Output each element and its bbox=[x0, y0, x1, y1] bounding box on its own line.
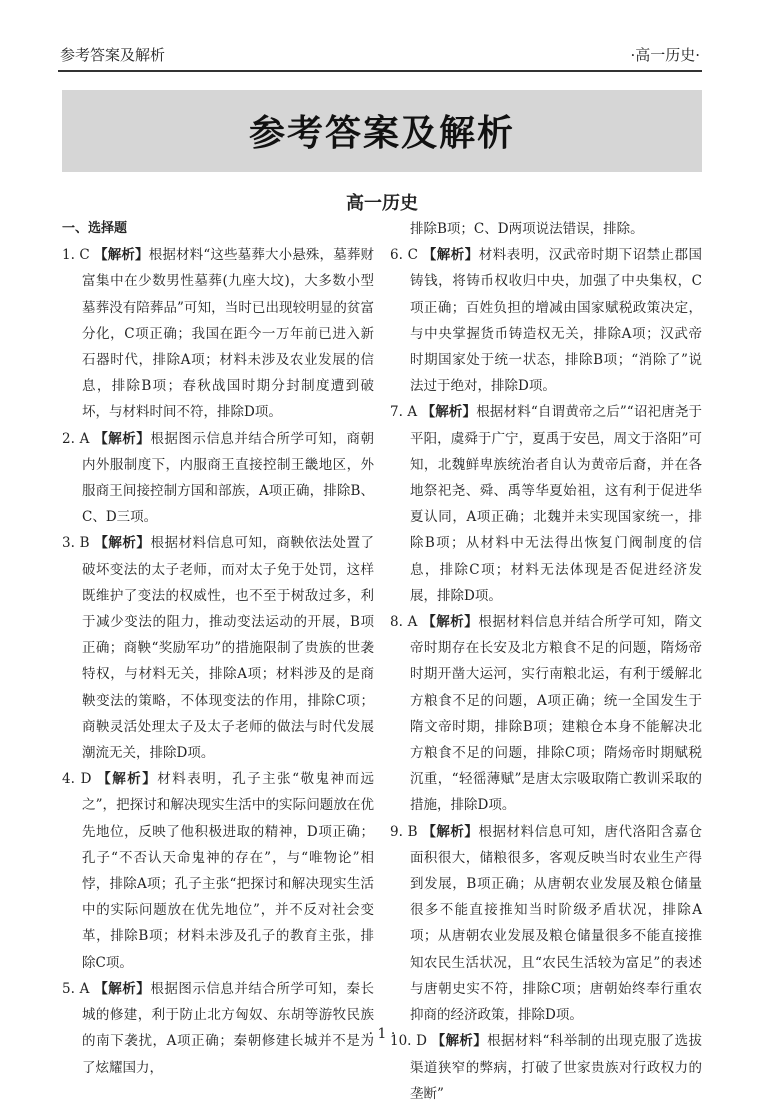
subject-heading: 高一历史 bbox=[346, 193, 418, 214]
analysis-tag: 【解析】 bbox=[422, 614, 479, 631]
answer-text: 根据图示信息并结合所学可知，秦长城的修建，利于防止北方匈奴、东胡等游牧民族的南下袭扰，A项正确；秦朝修建长城并不是为了炫耀国力， bbox=[82, 980, 375, 1076]
running-header-right: ·高一历史· bbox=[630, 46, 700, 64]
analysis-tag: 【解析】 bbox=[431, 1033, 488, 1050]
analysis-tag: 【解析】 bbox=[97, 771, 158, 788]
answer-item bbox=[62, 766, 374, 976]
answer-number: 2. A bbox=[62, 430, 90, 447]
answer-text: 根据图示信息并结合所学可知，商朝内外服制度下，内服商王直接控制王畿地区，外服商王间接控制方国和部族，A项正确，排除B、C、D三项。 bbox=[82, 430, 375, 526]
answer-number: 3. B bbox=[62, 535, 90, 552]
answer-number: 6. C bbox=[390, 247, 418, 264]
running-header-left: 参考答案及解析 bbox=[60, 46, 166, 64]
answer-number: 4. D bbox=[62, 771, 92, 788]
answer-text: 根据材料“这些墓葬大小悬殊，墓葬财富集中在少数男性墓葬(九座大坟)，大多数小型墓葬没有陪葬品”可知，当时已出现较明显的贫富分化，C项正确；我国在距今一万年前已进入新石器时代，排除A项；材料未涉及农业发展的信息，排除B项；春秋战国时期分封制度遭到破坏，与材料时间不符，排除D项。 bbox=[82, 247, 375, 421]
continued-text: 排除B项；C、D两项说法错误，排除。 bbox=[410, 221, 644, 237]
analysis-tag: 【解析】 bbox=[422, 247, 479, 264]
answer-text: 材料表明，孔子主张“敬鬼神而远之”，把探讨和解决现实生活中的实际问题放在优先地位，反映了他积极进取的精神，D项正确；孔子“不否认天命鬼神的存在”，与“唯物论”相悖，排除A项；孔子主张“把探讨和解决现实生活中的实际问题放在优先地位”，并不反对社会变革，排除B项；材料未涉及孔子的教育主张，排除C项。 bbox=[82, 771, 375, 971]
analysis-tag: 【解析】 bbox=[94, 247, 149, 264]
left-column bbox=[62, 216, 374, 1081]
answer-text: 根据材料“科举制的出现克服了选拔渠道狭窄的弊病，打破了世家贵族对行政权力的垄断” bbox=[410, 1033, 702, 1102]
answer-text: 根据材料信息可知，商鞅依法处置了破坏变法的太子老师，而对太子免于处罚，这样既维护了变法的权威性，也不至于树敌过多，利于减少变法的阻力，推动变法运动的开展，B项正确；商鞅“奖励军功”的措施限制了贵族的世袭特权，与材料无关，排除A项；材料涉及的是商鞅变法的策略，不体现变法的作用，排除C项；商鞅灵活处理太子及太子老师的做法与时代发展潮流无关，排除D项。 bbox=[82, 535, 375, 762]
answer-item bbox=[62, 530, 374, 766]
answer-text: 根据材料信息并结合所学可知，隋文帝时期存在长安及北方粮食不足的问题，隋炀帝时期开凿大运河，实行南粮北运，有利于缓解北方粮食不足的问题，A项正确；统一全国发生于隋文帝时期，排除B项；建粮仓本身不能解决北方粮食不足的问题，排除C项；隋炀帝时期赋税沉重，“轻徭薄赋”是唐太宗吸取隋亡教训采取的措施，排除D项。 bbox=[410, 614, 703, 814]
answer-item bbox=[390, 609, 702, 819]
right-answer-list bbox=[390, 242, 702, 1107]
answer-text: 根据材料信息可知，唐代洛阳含嘉仓面积很大，储粮很多，客观反映当时农业生产得到发展，B项正确；从唐朝农业发展及粮仓储量很多不能直接推知当时阶级矛盾状况，排除A项；从唐朝农业发展及粮仓储量很多不能直接推知农民生活状况，且“农民生活较为富足”的表述与唐朝史实不符，排除C项；唐朝始终奉行重农抑商的经济政策，排除D项。 bbox=[410, 823, 703, 1024]
answer-text: 材料表明，汉武帝时期下诏禁止郡国铸钱，将铸币权收归中央，加强了中央集权，C项正确；百姓负担的增减由国家赋税政策决定，与中央掌握货币铸造权无关，排除A项；汉武帝时期国家处于统一状态，排除B项；“消除了”说法过于绝对，排除D项。 bbox=[410, 247, 703, 395]
analysis-tag: 【解析】 bbox=[422, 823, 479, 840]
left-answer-list bbox=[62, 242, 374, 1081]
analysis-tag: 【解析】 bbox=[94, 430, 151, 447]
answer-number: 8. A bbox=[390, 614, 418, 631]
answer-number: 9. B bbox=[390, 823, 418, 840]
section-heading: 一、选择题 bbox=[62, 221, 128, 236]
answer-number: 7. A bbox=[390, 404, 418, 421]
right-column bbox=[390, 216, 702, 1107]
answer-text: 根据材料“自谓黄帝之后”“诏祀唐尧于平阳，虞舜于广宁，夏禹于安邑，周文于洛阳”可知，北魏鲜卑族统治者自认为黄帝后裔，并在各地祭祀尧、舜、禹等华夏始祖，这有利于促进华夏认同，A项正确；北魏并未实现国家统一，排除B项；从材料中无法得出恢复门阀制度的信息，排除C项；材料无法体现是否促进经济发展，排除D项。 bbox=[410, 404, 703, 604]
analysis-tag: 【解析】 bbox=[94, 980, 151, 997]
answer-number: 5. A bbox=[62, 980, 90, 997]
answer-number: 10. D bbox=[390, 1033, 427, 1050]
answer-item bbox=[62, 426, 374, 531]
header-rule bbox=[58, 70, 702, 72]
analysis-tag: 【解析】 bbox=[94, 535, 151, 552]
title-banner bbox=[62, 90, 702, 172]
answer-item bbox=[390, 399, 702, 609]
answer-item bbox=[390, 819, 702, 1029]
analysis-tag: 【解析】 bbox=[421, 404, 477, 421]
answer-item bbox=[390, 242, 702, 399]
page-number: · 1 · bbox=[368, 1026, 396, 1042]
answer-number: 1. C bbox=[62, 247, 90, 264]
answer-item bbox=[62, 242, 374, 425]
page-title: 参考答案及解析 bbox=[248, 113, 515, 154]
